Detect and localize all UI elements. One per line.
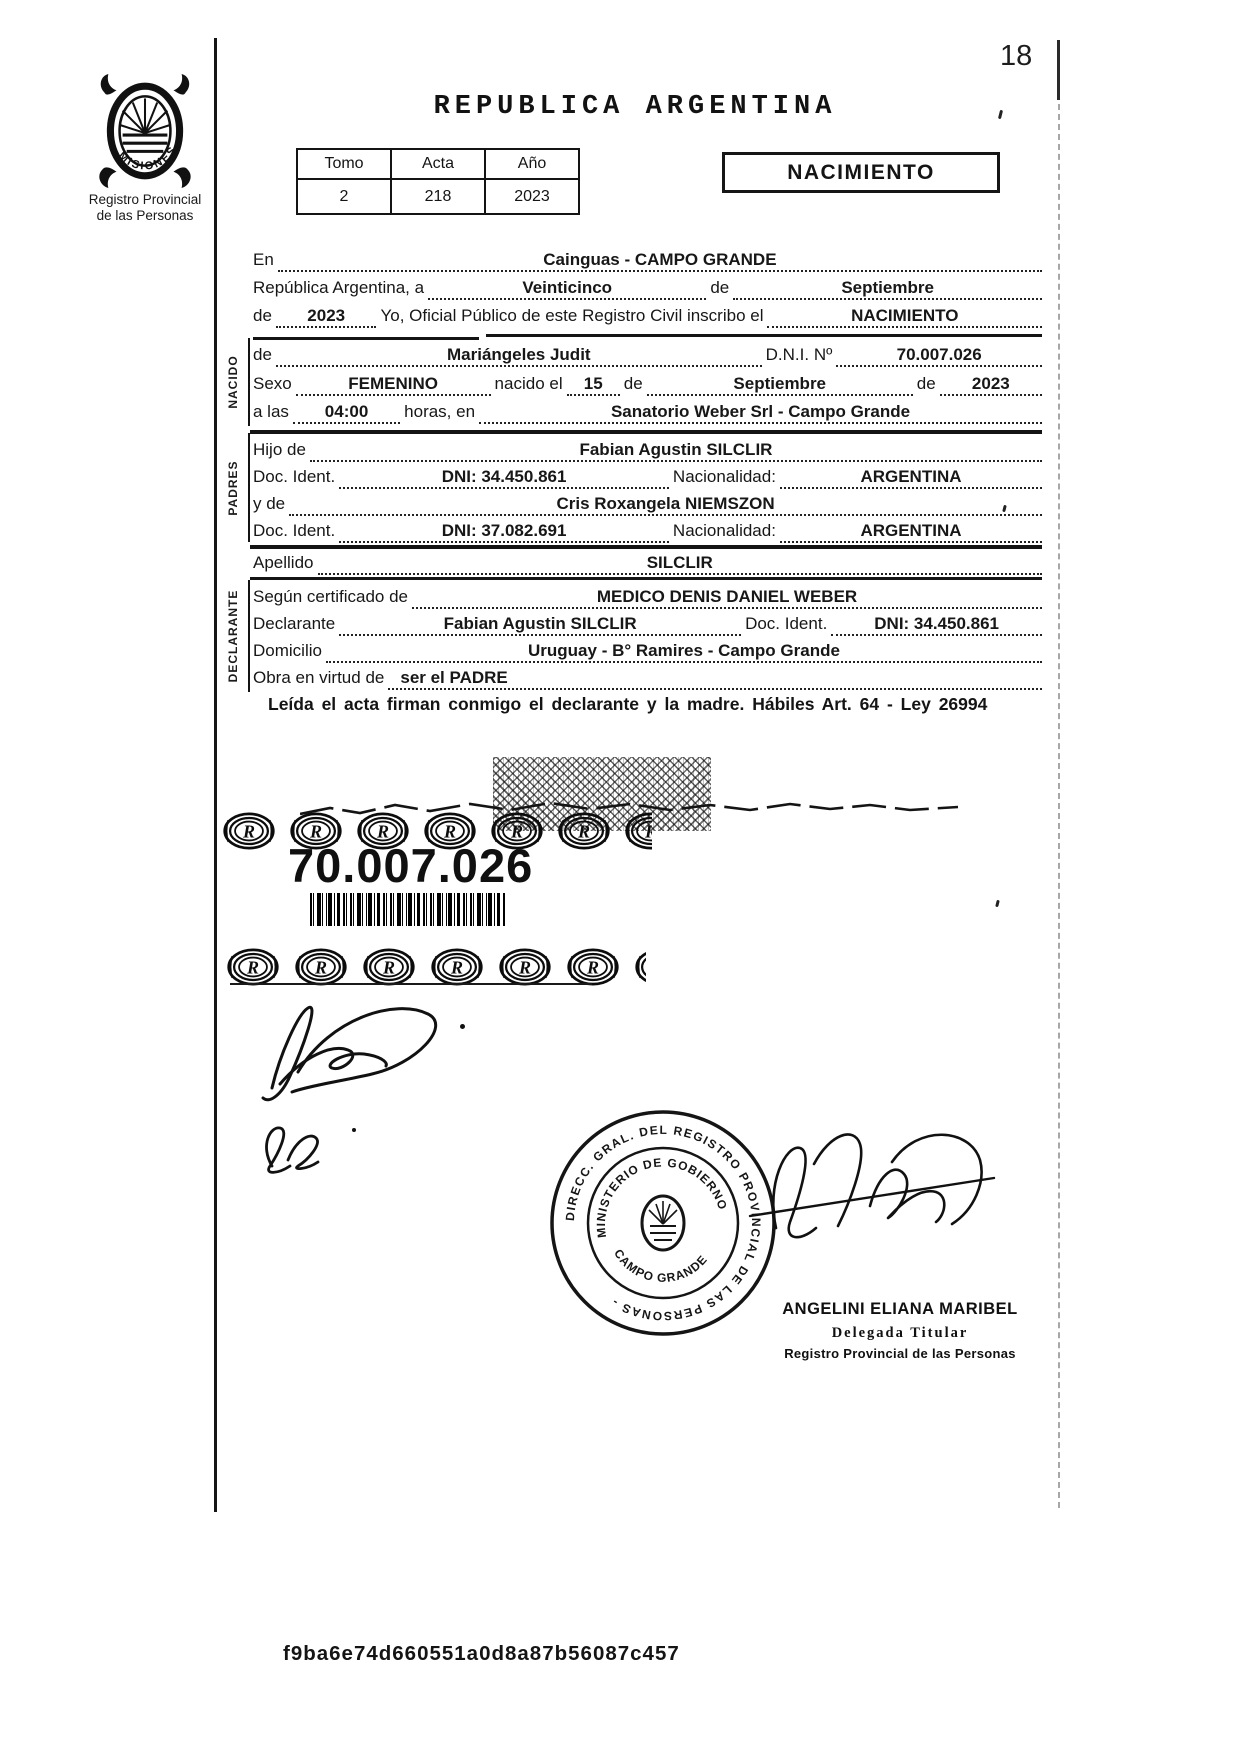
republica-label: República Argentina, a	[253, 278, 425, 297]
signature-official	[742, 1100, 1002, 1270]
right-edge-line-top	[1057, 40, 1060, 100]
birth-day-value: 15	[583, 374, 603, 393]
form-row-surname	[253, 549, 1042, 575]
y-de-label: y de	[253, 494, 286, 513]
svg-text:CAMPO GRANDE	[611, 1247, 710, 1285]
logo-caption: Registro Provincial de las Personas	[88, 192, 202, 223]
r-stamp-icon	[294, 946, 348, 988]
registration-day-value: Veinticinco	[522, 278, 613, 297]
divider	[250, 430, 1042, 434]
de-label: de	[253, 345, 272, 364]
birth-month-value: Septiembre	[733, 374, 827, 393]
birth-place-value: Sanatorio Weber Srl - Campo Grande	[610, 402, 911, 421]
r-stamp-row-2	[226, 946, 646, 988]
oficial-text: Yo, Oficial Público de este Registro Civil inscribo el	[380, 306, 764, 325]
nacionalidad-label: Nacionalidad:	[672, 467, 776, 486]
mother-name-value: Cris Roxangela NIEMSZON	[556, 494, 775, 513]
r-stamp-icon	[362, 946, 416, 988]
r-stamp-icon	[226, 946, 280, 988]
section-bracket	[248, 338, 250, 426]
form-row-father-doc	[253, 463, 1042, 489]
doc-ident-label: Doc. Ident.	[253, 521, 336, 540]
father-nationality-value: ARGENTINA	[860, 467, 962, 486]
form-row-inscription	[253, 302, 1042, 328]
barcode	[310, 893, 506, 926]
stamp-baseline	[230, 983, 592, 985]
certificado-label: Según certificado de	[253, 587, 408, 606]
seal-outer-text: DIRECC. GRAL. DEL REGISTRO PROVINCIAL DE LAS PERSONAS -	[562, 1122, 763, 1324]
nacido-el-label: nacido el	[494, 374, 563, 393]
birth-time-value: 04:00	[324, 402, 369, 421]
de-label: de	[710, 278, 730, 297]
ink-dot	[352, 1128, 356, 1132]
seal-inner-top-text: MINISTERIO DE GOBIERNO	[593, 1155, 731, 1239]
form-row-address	[253, 637, 1042, 663]
scan-mark	[998, 110, 1003, 119]
declarant-address-value: Uruguay - B° Ramires - Campo Grande	[528, 641, 840, 660]
signature-declarant	[246, 992, 456, 1107]
form-row-certificate	[253, 583, 1042, 609]
divider	[486, 334, 1042, 337]
footer-hash: f9ba6e74d660551a0d8a87b56087c457	[283, 1642, 680, 1665]
r-stamp-icon	[222, 810, 276, 852]
surname-value: SILCLIR	[646, 553, 713, 572]
official-name: ANGELINI ELIANA MARIBEL	[782, 1300, 1018, 1318]
form-row-sex-birthdate	[253, 370, 1042, 396]
official-stamp-text	[772, 1300, 1028, 1361]
a-las-label: a las	[253, 402, 289, 421]
section-bracket	[248, 433, 250, 542]
de-label: de	[916, 374, 936, 393]
ano-value: 2023	[485, 179, 579, 214]
ink-dot	[460, 1024, 465, 1029]
en-label: En	[253, 250, 274, 269]
doc-ident-label: Doc. Ident.	[745, 614, 828, 633]
acta-reference-table	[296, 148, 580, 215]
divider	[250, 545, 1042, 549]
form-row-place	[253, 246, 1042, 272]
seal-center-emblem	[642, 1196, 684, 1250]
dni-label: D.N.I. Nº	[765, 345, 833, 364]
newborn-name-value: Mariángeles Judit	[446, 345, 591, 364]
nacionalidad-label: Nacionalidad:	[672, 521, 776, 540]
table-header-ano: Año	[485, 149, 579, 179]
newborn-dni-value: 70.007.026	[896, 345, 982, 364]
section-label-padres: PADRES	[226, 460, 240, 516]
seal-bottom-text: CAMPO GRANDE	[611, 1246, 711, 1285]
form-row-birth-time-place	[253, 398, 1042, 424]
page-number: 18	[1000, 40, 1033, 72]
registration-month-value: Septiembre	[841, 278, 934, 297]
sexo-label: Sexo	[253, 374, 292, 393]
declarant-name-value: Fabian Agustin SILCLIR	[443, 614, 637, 633]
form-row-father	[253, 436, 1042, 462]
divider	[250, 577, 1042, 580]
section-label-declarante: DECLARANTE	[226, 589, 240, 683]
section-bracket	[248, 580, 250, 692]
birth-year-value: 2023	[971, 374, 1010, 393]
right-edge-line	[1058, 104, 1060, 1508]
mother-doc-value: DNI: 37.082.691	[441, 521, 567, 540]
misiones-provincial-seal-icon	[92, 72, 198, 190]
acta-value: 218	[391, 179, 485, 214]
r-stamp-icon	[624, 810, 652, 852]
logo-seal-text: MISIONES	[115, 143, 180, 173]
form-row-name	[253, 341, 1042, 367]
obra-label: Obra en virtud de	[253, 668, 385, 687]
form-row-date	[253, 274, 1042, 300]
registration-year-value: 2023	[307, 306, 346, 325]
form-row-capacity	[253, 664, 1042, 690]
father-name-value: Fabian Agustin SILCLIR	[579, 440, 773, 459]
hijo-de-label: Hijo de	[253, 440, 306, 459]
declarante-label: Declarante	[253, 614, 336, 633]
de-label: de	[623, 374, 643, 393]
sex-value: FEMENINO	[348, 374, 439, 393]
r-stamp-icon	[498, 946, 552, 988]
r-stamp-icon	[557, 810, 611, 852]
declarant-doc-value: DNI: 34.450.861	[874, 614, 1000, 633]
left-margin-line	[214, 38, 217, 1512]
horas-en-label: horas, en	[404, 402, 476, 421]
form-row-declarant	[253, 610, 1042, 636]
document-title: REPUBLICA ARGENTINA	[433, 92, 837, 122]
section-label-nacido: NACIDO	[226, 355, 240, 409]
scan-mark	[995, 900, 1000, 908]
tomo-value: 2	[297, 179, 391, 214]
r-stamp-icon	[430, 946, 484, 988]
form-row-mother-doc	[253, 517, 1042, 543]
r-stamp-icon	[634, 946, 646, 988]
de2-label: de	[253, 306, 272, 325]
apellido-label: Apellido	[253, 553, 314, 572]
declarant-capacity-value: ser el PADRE	[400, 668, 508, 687]
father-doc-value: DNI: 34.450.861	[441, 467, 567, 486]
mother-nationality-value: ARGENTINA	[860, 521, 962, 540]
r-stamp-icon	[566, 946, 620, 988]
official-org: Registro Provincial de las Personas	[784, 1346, 1016, 1361]
dni-stamp-number: 70.007.026	[288, 839, 534, 892]
record-type-box: NACIMIENTO	[722, 152, 1000, 193]
table-header-acta: Acta	[391, 149, 485, 179]
divider	[253, 337, 479, 340]
signature-secondary	[250, 1116, 345, 1178]
acta-closing-note: Leída el acta firman conmigo el declarante y la madre. Hábiles Art. 64 - Ley 26994	[268, 694, 988, 714]
table-header-tomo: Tomo	[297, 149, 391, 179]
event-type-value: NACIMIENTO	[851, 306, 959, 325]
official-role: Delegada Titular	[831, 1325, 969, 1341]
doc-ident-label: Doc. Ident.	[253, 467, 336, 486]
form-row-mother	[253, 490, 1042, 516]
registration-place-value: Cainguas - CAMPO GRANDE	[543, 250, 777, 269]
domicilio-label: Domicilio	[253, 641, 322, 660]
certifying-doctor-value: MEDICO DENIS DANIEL WEBER	[596, 587, 858, 606]
